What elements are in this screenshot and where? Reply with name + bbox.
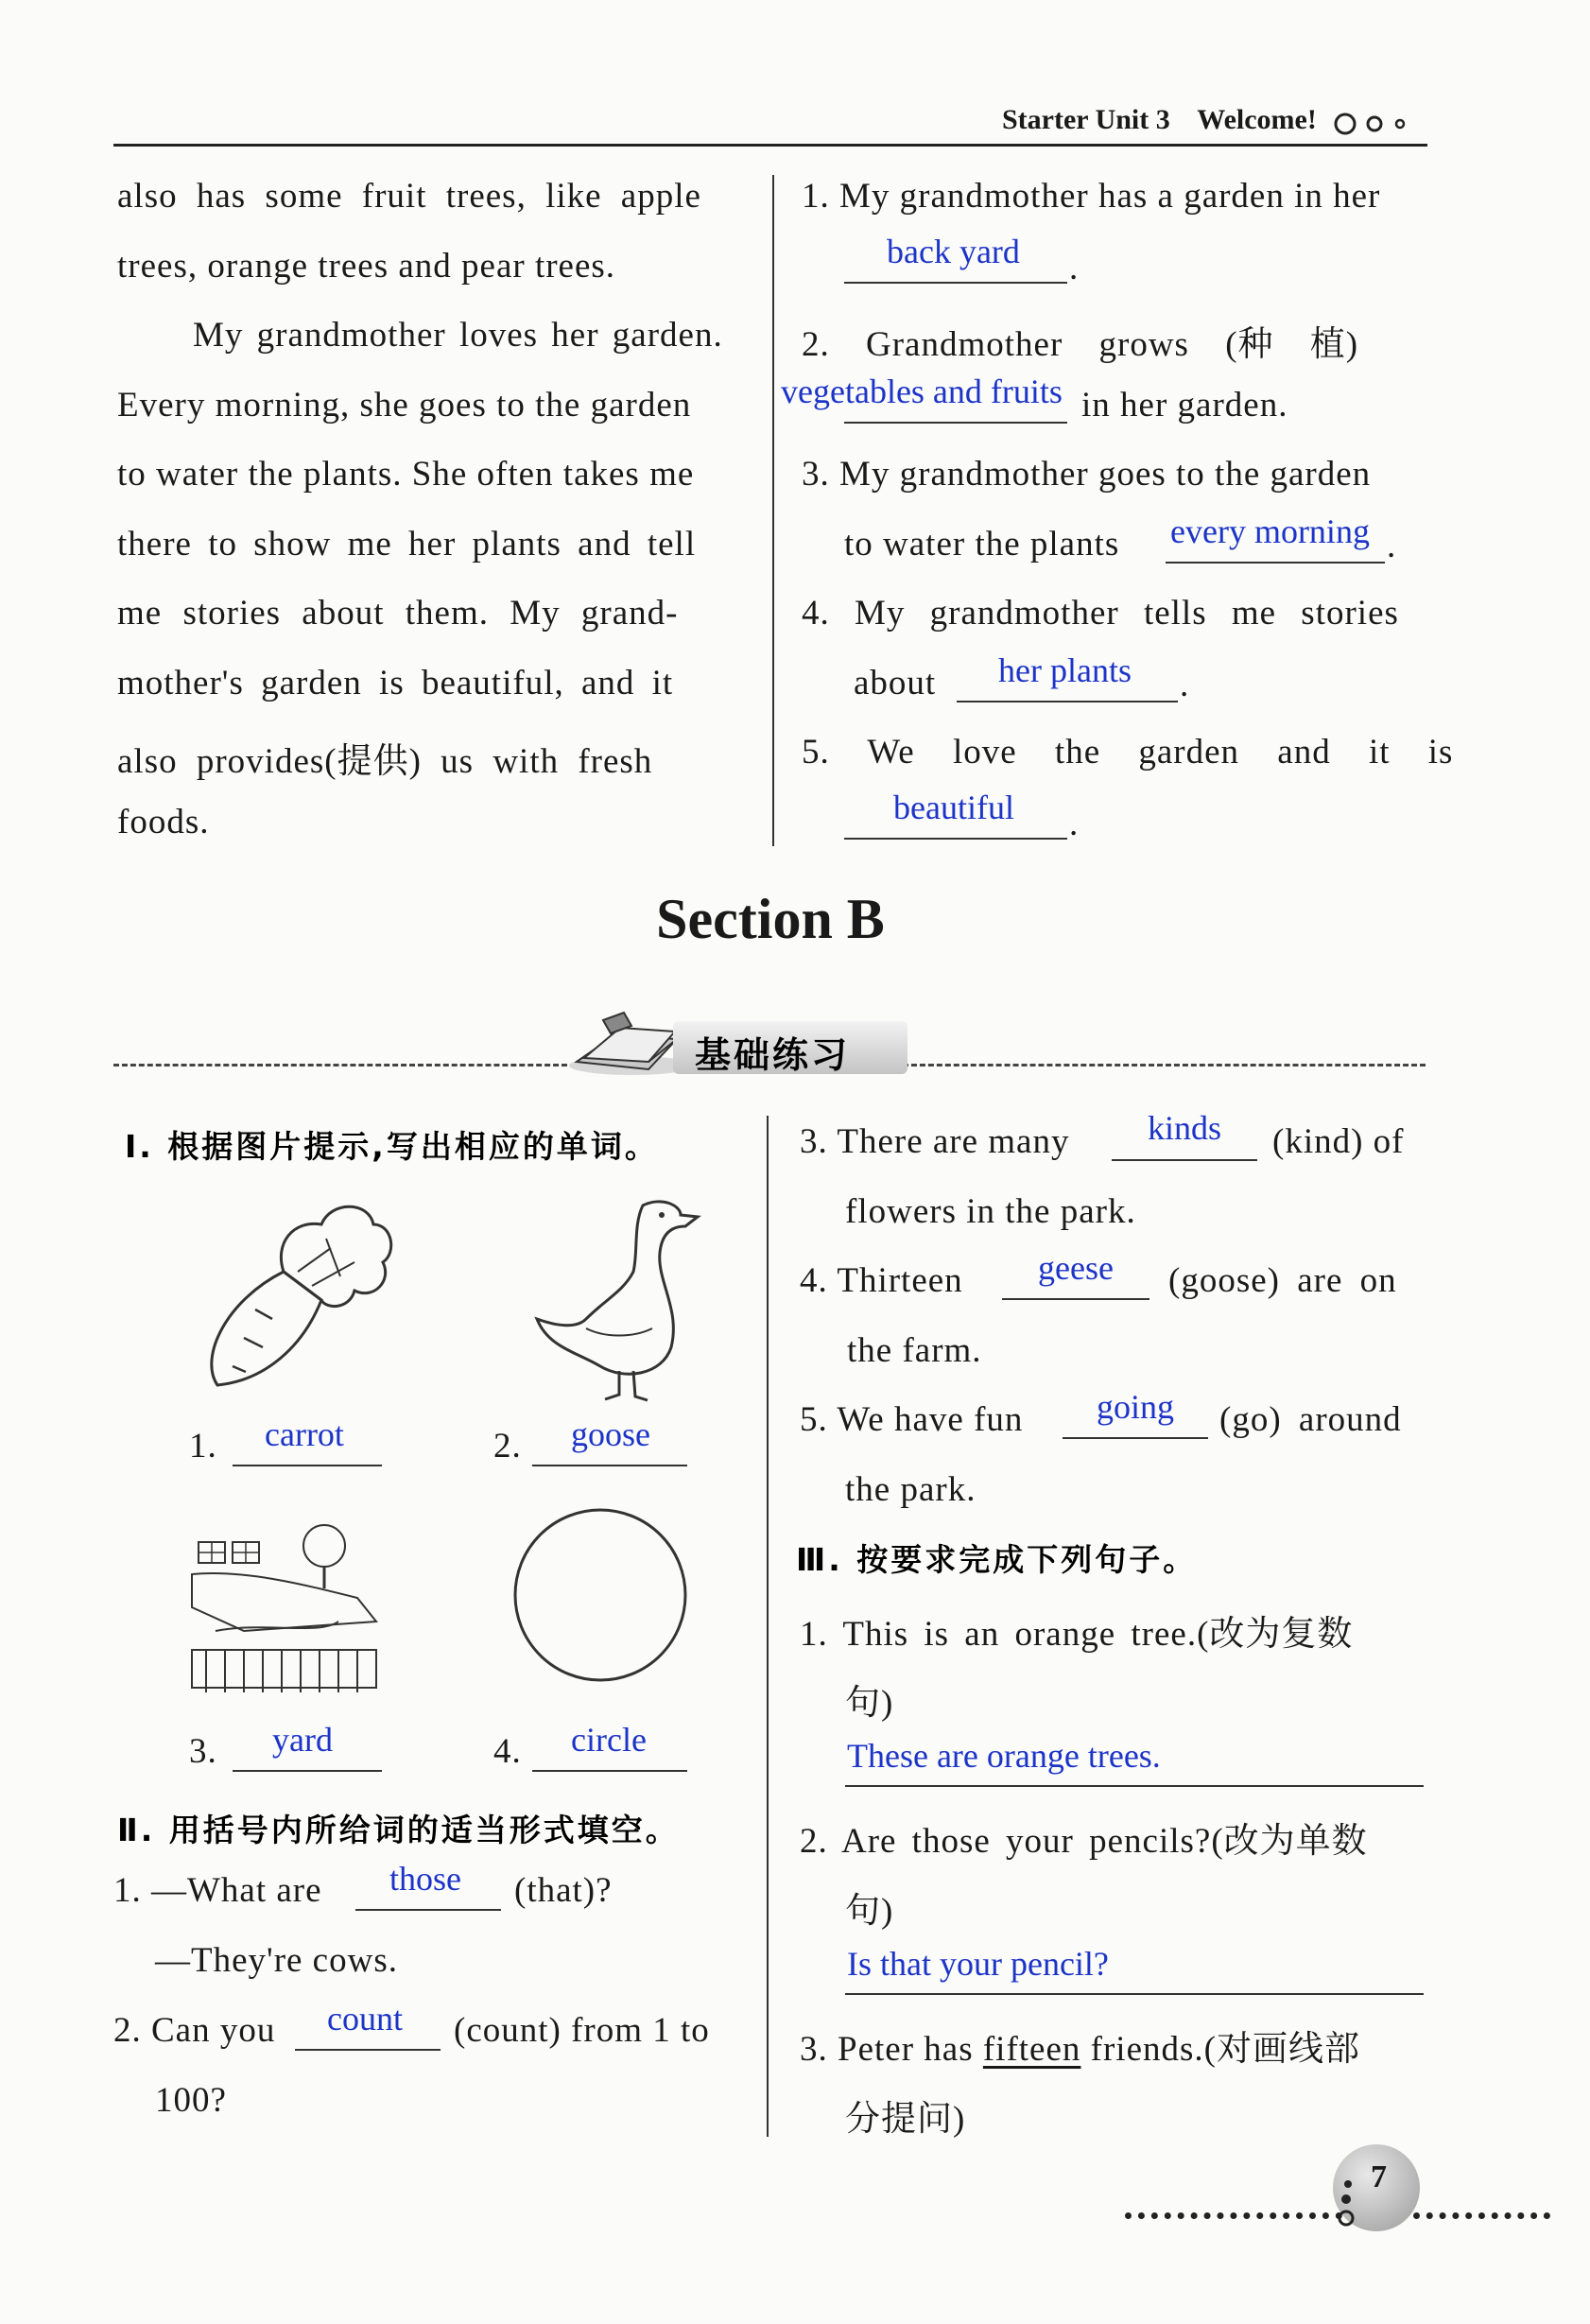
column-divider-top: [772, 175, 774, 846]
banner-dashed-right: [903, 1064, 1426, 1067]
answer-field[interactable]: back yard: [887, 233, 1020, 270]
header-unit: Starter Unit 3: [1002, 104, 1170, 135]
passage-line: there to show me her plants and tell: [117, 525, 697, 564]
answer-underline: [1112, 1159, 1257, 1161]
answer-underline: [233, 1770, 382, 1772]
carrot-icon: [189, 1196, 397, 1399]
footer-circles-icon: [1333, 2177, 1361, 2233]
passage-line: to water the plants. She often takes me: [117, 455, 695, 494]
passage-line: My grandmother loves her garden.: [193, 316, 723, 355]
passage-line: me stories about them. My grand-: [117, 594, 679, 633]
header-title: Welcome!: [1197, 104, 1317, 135]
circle-icon: [510, 1505, 690, 1685]
passage-line: also provides(提供) us with fresh: [117, 742, 653, 781]
banner-dashed-left: [113, 1064, 567, 1067]
part2-heading: Ⅱ. 用括号内所给词的适当形式填空。: [117, 1812, 680, 1848]
page-number: 7: [1371, 2159, 1387, 2194]
section-title: Section B: [656, 888, 885, 950]
answer-underline: [1166, 562, 1385, 564]
passage-line: mother's garden is beautiful, and it: [117, 664, 674, 702]
answer-field[interactable]: goose: [571, 1415, 650, 1453]
underlined-word: fifteen: [982, 2030, 1081, 2069]
running-header: [1002, 104, 1317, 136]
part3-heading: Ⅲ. 按要求完成下列句子。: [796, 1541, 1198, 1578]
goose-icon: [529, 1187, 718, 1404]
answer-underline: [355, 1909, 501, 1911]
question-line: 3. My grandmother goes to the garden: [802, 455, 1372, 494]
answer-field[interactable]: These are orange trees.: [847, 1737, 1161, 1775]
answer-field[interactable]: going: [1097, 1388, 1175, 1426]
question-line: 2. Grandmother grows (种 植): [802, 325, 1359, 364]
answer-field[interactable]: Is that your pencil?: [847, 1945, 1109, 1983]
answer-underline: [844, 838, 1067, 840]
workbook-page: Starter Unit 3 Welcome! also has some fruit trees, like apple trees, orange trees and pear trees. My grandmother loves her garden. Every morning, she goes to the garden to water the plants. She often takes me there to show me her plants and tell me stories about them. My grand- mother's garden is beautiful, and it also provides(提供) us with fresh foods. 1. My grandmother has a garden in her back yard . 2. Grandmother grows (种 植) vegetables and fruits in her garden. 3. My grandmother goes to the garden to water the plants every morning . 4. My grandmother tells me stories about her plants . 5. We love the garden and it is beautiful . Section B 基础练习 Ⅰ. 根据图片提示,写出相应的单词。 1. carrot 2. goose 3. yard 4. circle Ⅱ. 用括号内所给词的适当形式填空。 1. —What are those (that)? —They're cows. 2. Can you count (count) from 1 to 100? 3. There are many kinds (kind) of flowers in the park. 4. Thirteen geese (goose) are on the farm. 5. We have fun going (go) around the park. Ⅲ. 按要求完成下列句子。 1. This is an orange tree.(改为复数 句) These are orange trees. 2. Are those your pencils?(改为单数 句) Is that your pencil? 3. Peter has fifteen friends.(对画线部 分提问) 7: [0, 0, 1590, 2324]
answer-field[interactable]: vegetables and fruits: [781, 373, 1063, 410]
header-circles-icon: [1328, 110, 1423, 138]
answer-underline: [1063, 1437, 1208, 1439]
answer-underline: [1002, 1298, 1149, 1300]
answer-field[interactable]: geese: [1038, 1249, 1114, 1287]
answer-underline: [295, 2049, 441, 2051]
question-line: 5. We love the garden and it is: [802, 733, 1454, 772]
passage-line: foods.: [117, 803, 210, 841]
question-line: 4. My grandmother tells me stories: [802, 594, 1399, 633]
column-divider-bottom: [767, 1116, 769, 2137]
header-rule: [113, 144, 1427, 147]
passage-line: Every morning, she goes to the garden: [117, 386, 692, 425]
answer-field[interactable]: kinds: [1148, 1109, 1222, 1147]
question-line: 1. My grandmother has a garden in her: [802, 177, 1381, 216]
footer-dots-right: [1413, 2212, 1550, 2219]
answer-underline: [532, 1465, 687, 1466]
answer-underline: [844, 282, 1067, 284]
answer-field[interactable]: those: [389, 1860, 461, 1898]
answer-field[interactable]: every morning: [1170, 512, 1370, 550]
answer-field[interactable]: beautiful: [893, 789, 1014, 826]
banner-title: 基础练习: [695, 1034, 851, 1076]
answer-underline: [233, 1465, 382, 1466]
footer-dots-left: [1125, 2212, 1342, 2219]
answer-underline: [957, 701, 1178, 702]
answer-field[interactable]: her plants: [998, 651, 1132, 689]
answer-underline: [845, 1993, 1424, 1995]
answer-field[interactable]: yard: [272, 1721, 333, 1759]
answer-field[interactable]: count: [327, 2000, 403, 2038]
answer-underline: [844, 422, 1067, 424]
passage-line: trees, orange trees and pear trees.: [117, 247, 616, 286]
yard-icon: [187, 1518, 386, 1702]
part1-heading: Ⅰ. 根据图片提示,写出相应的单词。: [125, 1128, 659, 1165]
answer-field[interactable]: carrot: [265, 1415, 344, 1453]
answer-field[interactable]: circle: [571, 1721, 647, 1759]
answer-underline: [845, 1785, 1424, 1787]
passage-line: also has some fruit trees, like apple: [117, 177, 701, 216]
answer-underline: [532, 1770, 687, 1772]
